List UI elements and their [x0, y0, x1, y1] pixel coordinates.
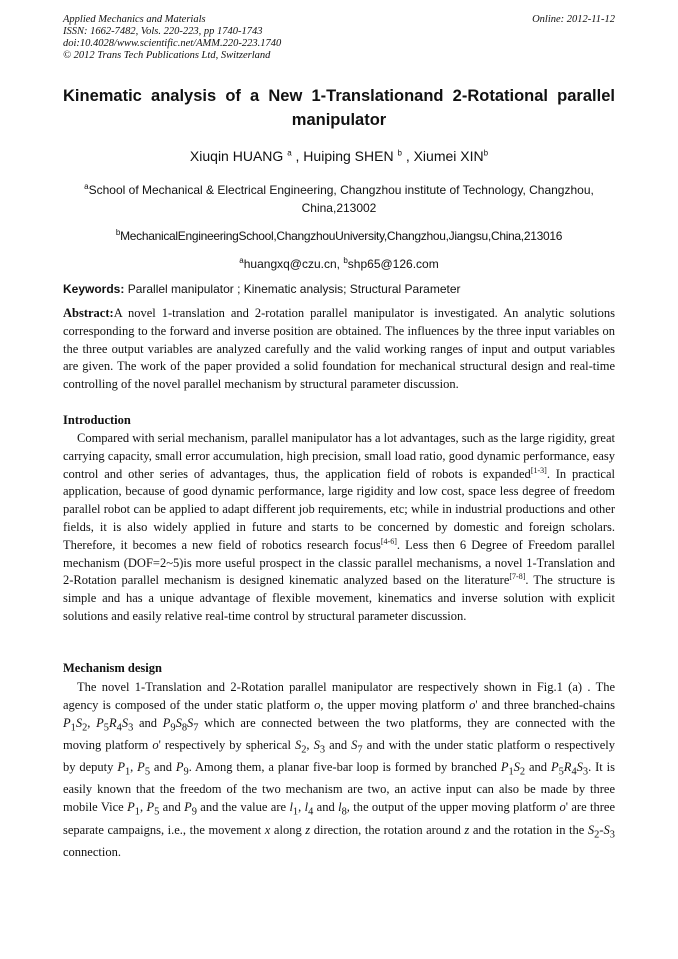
author-emails — [63, 257, 615, 271]
email-address[interactable]: huangxq@czu.cn, — [243, 257, 340, 271]
math-subscript: 2 — [82, 722, 88, 734]
math-symbol: P — [184, 800, 192, 815]
math-subscript: 7 — [357, 744, 363, 756]
math-subscript: 5 — [103, 722, 109, 734]
math-subscript: 9 — [170, 722, 176, 734]
email-mark: a — [239, 256, 244, 265]
affiliation-a — [63, 181, 615, 217]
text-run: which are connected between the two platforms, they are connected with the moving platform — [63, 715, 615, 752]
math-symbol: o — [314, 697, 321, 712]
text-run: and — [159, 800, 185, 815]
text-run: along — [270, 822, 306, 837]
math-subscript: 2 — [301, 744, 307, 756]
math-symbol: S — [75, 715, 83, 730]
email-mark: b — [343, 256, 348, 265]
math-subscript: 9 — [183, 766, 189, 778]
abstract-label: Abstract: — [63, 306, 114, 320]
math-symbol: P — [117, 760, 125, 775]
math-symbol: P — [175, 760, 184, 775]
intro-text: . The structure is simple and has a unique advantage of flexible movement, kinematics and inverse solution with explicit solutions and easily relative real-time control by structural parameter discussion. — [63, 573, 616, 623]
math-symbol: P — [500, 760, 509, 775]
text-run: and — [325, 737, 352, 752]
math-symbol: l — [304, 800, 309, 815]
math-symbol: P — [137, 760, 145, 775]
copyright-line: © 2012 Trans Tech Publications Ltd, Switzerland — [63, 50, 271, 61]
online-date: Online: 2012-11-12 — [532, 14, 615, 25]
affiliation-b — [63, 229, 615, 243]
math-subscript: 4 — [308, 806, 314, 818]
text-run: and the value are — [196, 800, 290, 815]
math-symbol: P — [96, 715, 104, 730]
title-line-1 — [63, 84, 615, 108]
text-run: and — [133, 715, 163, 730]
affiliation-mark: b — [115, 228, 121, 237]
title-word: New — [268, 87, 303, 105]
math-symbol: o — [152, 737, 159, 752]
text-run: . It is easily known that the freedom of the two mechanism are two, an active input can also be made by three mobile Vice — [63, 760, 615, 815]
text-run: , the upper moving platform — [320, 697, 470, 712]
intro-text: . In practical application, because of good dynamic performance, large rigidity and low cost, space less degree of freedom parallel robot can be applied to adapt different job requirements, etc; while in industrial productions and other fields, it is also widely applied in future and starts to be concerned by domestic and foreign scholars. Therefore, it becomes a new field of robotics research focus — [63, 466, 615, 552]
math-symbol: S — [294, 737, 302, 752]
citation: [4-6] — [380, 536, 397, 546]
math-symbol: S — [351, 737, 358, 752]
math-subscript: 1 — [508, 766, 514, 778]
keywords — [63, 282, 615, 296]
math-subscript: 5 — [558, 766, 564, 778]
math-symbol: P — [550, 760, 559, 775]
math-symbol: o — [469, 697, 476, 712]
text-run: and — [150, 760, 176, 775]
keywords-label: Keywords: — [63, 282, 125, 296]
math-subscript: 2 — [519, 766, 526, 778]
keywords-text: Parallel manipulator ; Kinematic analysis; Structural Parameter — [127, 282, 461, 296]
author-list — [63, 148, 615, 164]
math-subscript: 8 — [341, 806, 347, 818]
title-word: a — [250, 87, 260, 105]
text-run: - — [599, 822, 604, 837]
title-word: 2-Rotational — [452, 87, 549, 105]
math-symbol: l — [338, 800, 342, 815]
text-run: direction, the rotation around — [310, 822, 465, 837]
text-run: and — [313, 800, 339, 815]
math-subscript: 1 — [124, 766, 131, 778]
math-symbol: z — [305, 822, 311, 837]
math-symbol: x — [264, 822, 271, 837]
citation: [7-8] — [509, 572, 526, 582]
math-symbol: S — [513, 760, 520, 775]
title-word: 1-Translationand — [311, 87, 444, 105]
section-heading-introduction: Introduction — [63, 413, 131, 427]
text-run: and the rotation in the — [469, 822, 588, 837]
text-run: connection. — [63, 844, 121, 859]
text-run: , — [87, 715, 97, 730]
title-word: Kinematic — [63, 87, 142, 105]
doi-line: doi:10.4028/www.scientific.net/AMM.220-223.1740 — [63, 38, 282, 49]
math-symbol: o — [559, 800, 566, 815]
journal-name: Applied Mechanics and Materials — [63, 14, 206, 25]
math-subscript: 7 — [193, 722, 199, 734]
math-symbol: S — [187, 715, 194, 730]
abstract-text: A novel 1-translation and 2-rotation parallel manipulator is investigated. An analytic solutions corresponding to the forward and inverse position are obtained. The influences by the three input variables on the three output variables are analyzed carefully and the valid working ranges of input and output variables are given. The work of the paper provided a solid foundation for mechanical structural design and real-time controlling of the novel parallel mechanism by structural parameter discussion. — [63, 306, 615, 392]
math-symbol: l — [289, 800, 293, 815]
author-name: , Xiumei XIN — [405, 148, 484, 164]
text-run: , the output of the upper moving platform — [346, 800, 560, 815]
text-run: , — [130, 760, 138, 775]
title-line-2: manipulator — [291, 111, 387, 129]
math-subscript: 5 — [154, 806, 160, 818]
math-subscript: 4 — [571, 766, 577, 778]
math-symbol: P — [63, 715, 71, 730]
mechanism-paragraph — [63, 679, 615, 862]
math-subscript: 2 — [594, 829, 600, 841]
text-run: and with the under static platform o respectively by deputy — [63, 737, 615, 775]
math-subscript: 1 — [292, 806, 299, 818]
math-subscript: 4 — [116, 722, 122, 734]
affiliation-text: MechanicalEngineeringSchool,ChangzhouUniversity,Changzhou,Jiangsu,China,213016 — [120, 229, 563, 243]
text-run: , — [139, 800, 147, 815]
math-symbol: z — [464, 822, 470, 837]
text-run: , — [306, 737, 314, 752]
affiliation-text: School of Mechanical & Electrical Engineering, Changzhou institute of Technology, Changzhou, China,213002 — [88, 183, 594, 215]
intro-text: Compared with serial mechanism, parallel manipulator has a lot advantages, such as the large rigidity, great carrying capacity, small error accumulation, high precision, small load ratio, good dynamic performance, easy control and other series of advantages, thus, the application field of robots is expanded — [63, 431, 615, 481]
title-word: parallel — [557, 87, 615, 105]
text-run: ' respectively by spherical — [158, 737, 295, 752]
math-symbol: S — [121, 715, 129, 730]
math-subscript: 5 — [144, 766, 151, 778]
math-subscript: 1 — [70, 722, 76, 734]
math-subscript: 3 — [609, 829, 615, 841]
text-run: . Among them, a planar five-bar loop is formed by branched — [188, 760, 501, 775]
math-subscript: 3 — [128, 722, 134, 734]
math-symbol: P — [162, 715, 171, 730]
math-symbol: P — [146, 800, 155, 815]
author-affiliation-mark: b — [397, 148, 402, 158]
author-name: , Huiping SHEN — [295, 148, 394, 164]
intro-text: . Less then 6 Degree of Freedom parallel mechanism (DOF=2~5)is more useful prospect in the classic parallel mechanisms, a novel 1-Translation and 2-Rotation parallel mechanism is designed kinematic analyzed based on the literature — [63, 537, 615, 588]
abstract — [63, 305, 615, 394]
title-word: of — [225, 87, 241, 105]
math-symbol: R — [563, 760, 572, 775]
author-affiliation-mark: b — [483, 148, 489, 158]
paper-title — [63, 84, 615, 132]
journal-header — [63, 14, 615, 62]
title-word: analysis — [151, 87, 217, 105]
author-name: Xiuqin HUANG — [189, 148, 284, 164]
text-run: and — [525, 760, 551, 775]
math-symbol: P — [127, 800, 135, 815]
affiliation-mark: a — [84, 182, 89, 191]
math-subscript: 3 — [582, 766, 589, 778]
math-symbol: S — [175, 715, 182, 730]
author-affiliation-mark: a — [287, 148, 292, 158]
math-symbol: S — [587, 822, 595, 837]
text-run: ' and three branched-chains — [475, 697, 615, 712]
math-subscript: 3 — [319, 744, 326, 756]
math-symbol: S — [313, 737, 320, 752]
math-subscript: 9 — [191, 806, 197, 818]
text-run: , — [298, 800, 305, 815]
introduction-paragraph — [63, 430, 615, 626]
issn-line: ISSN: 1662-7482, Vols. 220-223, pp 1740-1743 — [63, 26, 263, 37]
text-run: ' are three separate campaigns, i.e., the movement — [63, 800, 615, 837]
section-heading-mechanism-design: Mechanism design — [63, 661, 162, 675]
math-symbol: S — [603, 822, 610, 837]
math-symbol: S — [576, 760, 583, 775]
math-subscript: 1 — [134, 806, 140, 818]
text-run: The novel 1-Translation and 2-Rotation parallel manipulator are respectively shown in Fig.1 (a) . The agency is composed of the under static platform — [63, 680, 615, 712]
email-address[interactable]: shp65@126.com — [347, 257, 439, 271]
citation: [1-3] — [530, 465, 547, 475]
math-subscript: 8 — [181, 722, 188, 734]
math-symbol: R — [108, 715, 117, 730]
